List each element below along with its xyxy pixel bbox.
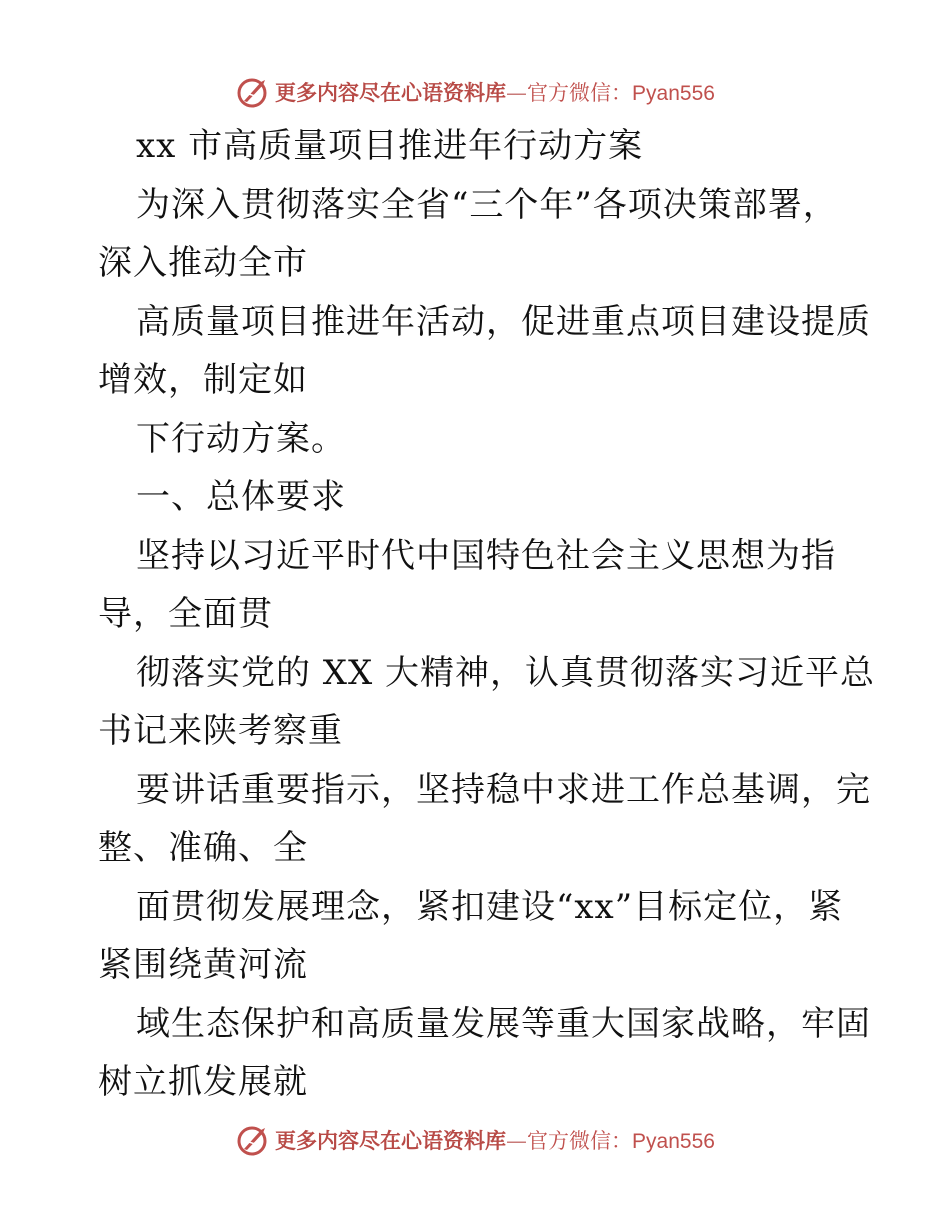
watermark-footer: [0, 1120, 950, 1160]
watermark-label: 官方微信：: [527, 81, 633, 105]
paragraph-line: 树立抓发展就: [98, 1062, 308, 1102]
paragraph-line: 一、总体要求: [136, 477, 346, 517]
paragraph-line: 增效，制定如: [98, 360, 308, 400]
watermark-brand: 更多内容尽在心语资料库: [275, 1129, 507, 1153]
paragraph-line: 书记来陕考察重: [98, 711, 343, 751]
paragraph-line: 坚持以习近平时代中国特色社会主义思想为指: [136, 535, 836, 576]
watermark-account: Pyan556: [632, 1130, 715, 1153]
quill-logo-icon: [235, 74, 271, 110]
paragraph-line: 要讲话重要指示，坚持稳中求进工作总基调，完: [136, 769, 871, 810]
document-title: xx 市高质量项目推进年行动方案: [136, 126, 644, 166]
watermark-dash: —: [506, 1129, 528, 1153]
paragraph-line: 整、准确、全: [98, 828, 308, 868]
paragraph-line: 下行动方案。: [136, 418, 346, 459]
watermark-text: [275, 1125, 715, 1155]
watermark-brand: 更多内容尽在心语资料库: [275, 81, 507, 105]
paragraph-line: 域生态保护和高质量发展等重大国家战略，牢固: [136, 1003, 871, 1044]
paragraph-line: 为深入贯彻落实全省“三个年”各项决策部署，: [136, 184, 838, 225]
watermark-text: [275, 77, 715, 107]
quill-logo-icon: [235, 1122, 271, 1158]
watermark-header: [0, 72, 950, 112]
document-body: [98, 117, 876, 1112]
watermark-account: Pyan556: [632, 82, 715, 105]
watermark-dash: —: [506, 81, 528, 105]
paragraph-line: 彻落实党的 XX 大精神，认真贯彻落实习近平总: [136, 652, 876, 693]
paragraph-line: 导，全面贯: [98, 594, 273, 634]
paragraph-line: 紧围绕黄河流: [98, 945, 308, 985]
paragraph-line: 深入推动全市: [98, 243, 308, 283]
paragraph-line: 高质量项目推进年活动，促进重点项目建设提质: [136, 301, 871, 342]
watermark-label: 官方微信：: [527, 1129, 633, 1153]
paragraph-line: 面贯彻发展理念，紧扣建设“xx”目标定位，紧: [136, 886, 844, 927]
